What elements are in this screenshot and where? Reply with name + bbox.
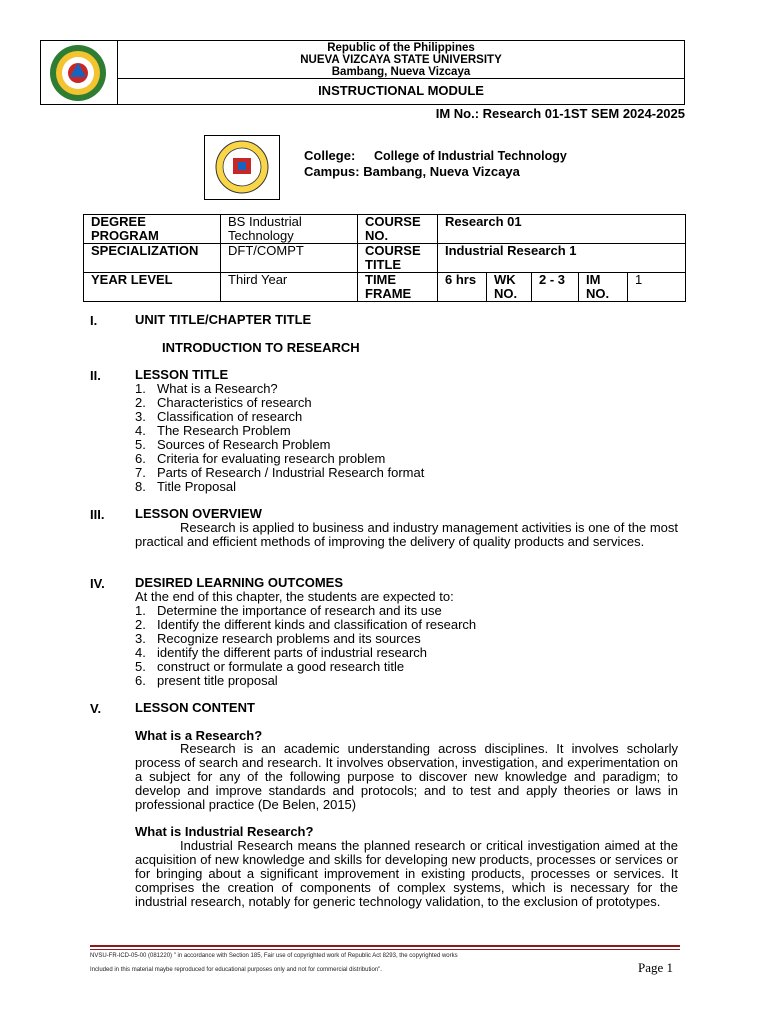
footer-rule <box>90 945 680 947</box>
list-item: 1. Determine the importance of research and its use <box>135 603 442 618</box>
list-item: 3. Recognize research problems and its sources <box>135 631 421 646</box>
degree-value: BS Industrial Technology <box>221 215 358 244</box>
time-frame-label: TIME FRAME <box>358 273 438 302</box>
footer-copyright-line1: NVSU-FR-ICD-05-00 (081220) " in accordance with Section 185, Fair use of copyrighted work of Republic Act 8293, the copyrighted works <box>90 953 458 959</box>
list-item: 5. Sources of Research Problem <box>135 437 331 452</box>
course-info-table <box>83 214 686 302</box>
list-item: 7. Parts of Research / Industrial Research format <box>135 465 425 480</box>
module-title: INSTRUCTIONAL MODULE <box>318 83 484 98</box>
college-label: College: <box>304 148 356 163</box>
specialization-label: SPECIALIZATION <box>84 244 221 273</box>
section-5-number: V. <box>90 701 102 716</box>
course-title-label: COURSE TITLE <box>358 244 438 273</box>
section-3-number: III. <box>90 507 105 522</box>
specialization-value: DFT/COMPT <box>221 244 358 273</box>
list-item: 1. What is a Research? <box>135 381 278 396</box>
college-info <box>304 148 567 179</box>
year-level-label: YEAR LEVEL <box>84 273 221 302</box>
list-item: 3. Classification of research <box>135 409 303 424</box>
campus-label: Campus: <box>304 164 360 179</box>
section-1-title: UNIT TITLE/CHAPTER TITLE <box>135 312 312 327</box>
section-1-number: I. <box>90 313 98 328</box>
time-frame-value: 6 hrs <box>438 273 487 302</box>
list-item: 4. The Research Problem <box>135 423 291 438</box>
im-number: IM No.: Research 01-1ST SEM 2024-2025 <box>435 106 685 121</box>
industrial-research-heading: What is Industrial Research? <box>135 824 314 839</box>
header-box <box>40 40 685 105</box>
im-no-value: 1 <box>628 273 686 302</box>
campus-value: Bambang, Nueva Vizcaya <box>363 164 520 179</box>
college-value: College of Industrial Technology <box>374 149 567 163</box>
header-location: Bambang, Nueva Vizcaya <box>331 66 471 78</box>
section-5-title: LESSON CONTENT <box>135 700 255 715</box>
degree-label: DEGREE PROGRAM <box>84 215 221 244</box>
research-definition-text: Research is an academic understanding across disciplines. It involves scholarly process of search and research. It involves observation, investigation, and experimentation on a subject for any of the following purpose to discover new knowledge and paradigm; to develop and improve standards and protocols; and to test and apply theories or laws in professional practice (De Belen, 2015) <box>135 741 678 812</box>
header-university: NUEVA VIZCAYA STATE UNIVERSITY <box>300 54 502 66</box>
course-title-value: Industrial Research 1 <box>438 244 686 273</box>
university-seal <box>41 41 118 105</box>
industrial-research-text: Industrial Research means the planned research or critical investigation aimed at the acquisition of new knowledge and skills for developing new products, processes or services or for bringing about a significant improvement in existing products, processes or services. It comprises the creation of components of complex systems, which is necessary for the industrial research, notably for generic technology validation, to the exclusion of prototypes. <box>135 838 678 909</box>
page-number: Page 1 <box>638 960 674 975</box>
footer-rule-thin <box>90 949 680 950</box>
wk-no-label: WK NO. <box>487 273 532 302</box>
list-item: 6. Criteria for evaluating research problem <box>135 451 386 466</box>
course-no-label: COURSE NO. <box>358 215 438 244</box>
list-item: 8. Title Proposal <box>135 479 236 494</box>
college-seal <box>204 135 280 200</box>
section-4-number: IV. <box>90 576 105 591</box>
list-item: 2. Characteristics of research <box>135 395 312 410</box>
list-item: 2. Identify the different kinds and classification of research <box>135 617 477 632</box>
footer-copyright-line2: Included in this material maybe reproduced for educational purposes only and not for commercial distribution". <box>90 967 382 973</box>
year-level-value: Third Year <box>221 273 358 302</box>
section-2-number: II. <box>90 368 101 383</box>
outcomes-list <box>135 604 678 688</box>
wk-no-value: 2 - 3 <box>532 273 579 302</box>
lesson-title-list <box>135 382 655 494</box>
course-no-value: Research 01 <box>438 215 686 244</box>
list-item: 4. identify the different parts of industrial research <box>135 645 428 660</box>
section-3-title: LESSON OVERVIEW <box>135 506 262 521</box>
overview-text: Research is applied to business and industry management activities is one of the most practical and efficient methods of improving the delivery of quality products and services. <box>135 520 678 549</box>
section-2-title: LESSON TITLE <box>135 367 229 382</box>
outcomes-intro: At the end of this chapter, the students are expected to: <box>135 589 454 604</box>
list-item: 5. construct or formulate a good research title <box>135 659 405 674</box>
chapter-title: INTRODUCTION TO RESEARCH <box>162 340 360 355</box>
section-4-title: DESIRED LEARNING OUTCOMES <box>135 575 344 590</box>
research-question-heading: What is a Research? <box>135 728 263 743</box>
list-item: 6. present title proposal <box>135 673 278 688</box>
im-no-label: IM NO. <box>579 273 628 302</box>
header-republic: Republic of the Philippines <box>327 42 475 54</box>
